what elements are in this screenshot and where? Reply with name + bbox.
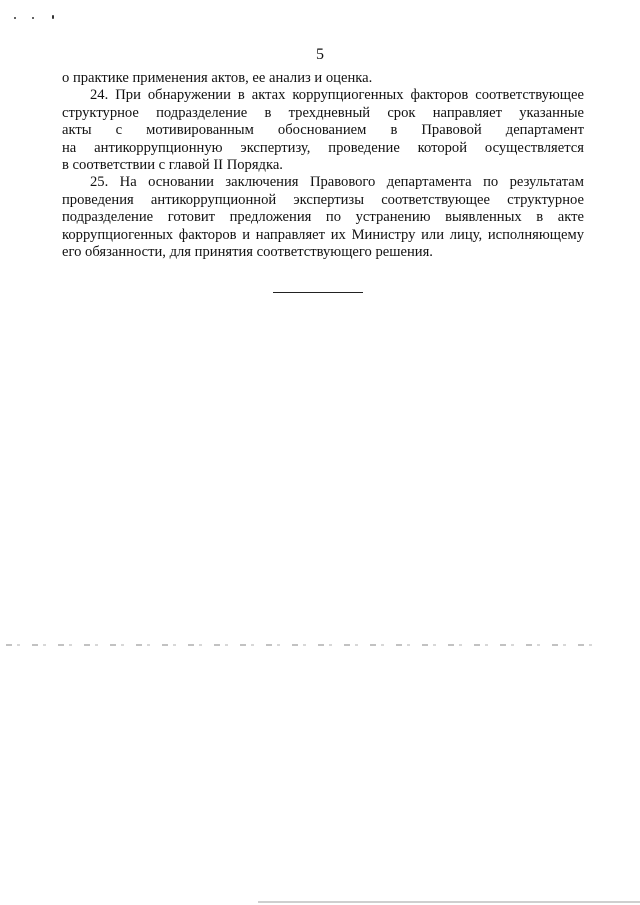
text-line: акты с мотивированным обоснованием в Правовой департамент [62, 122, 584, 139]
scan-artifact-line [6, 644, 602, 646]
text-line: подразделение готовит предложения по устранению выявленных в акте [62, 209, 584, 226]
text-line: на антикоррупционную экспертизу, проведение которой осуществляется [62, 139, 584, 156]
text-line: коррупциогенных факторов и направляет их Министру или лицу, исполняющему [62, 226, 584, 243]
document-body [62, 70, 584, 261]
scan-bottom-edge [258, 901, 640, 903]
text-line: о практике применения актов, ее анализ и оценка. [62, 70, 373, 86]
text-line: его обязанности, для принятия соответствующего решения. [62, 244, 433, 261]
text-line: проведения антикоррупционной экспертизы соответствующее структурное [62, 191, 584, 208]
text-line: 25. На основании заключения Правового департамента по результатам [90, 174, 584, 191]
paragraph-24 [62, 87, 584, 174]
text-line: 24. При обнаружении в актах коррупциогенных факторов соответствующее [90, 87, 584, 104]
page-number: 5 [316, 46, 324, 63]
scan-artifact-dot [32, 17, 34, 19]
paragraph-25 [62, 174, 584, 261]
scan-artifact-dot [14, 17, 16, 19]
text-line: структурное подразделение в трехдневный срок направляет указанные [62, 104, 584, 121]
text-line: в соответствии с главой II Порядка. [62, 157, 283, 174]
scan-artifact-dot [52, 15, 54, 19]
end-of-text-rule [273, 292, 363, 293]
paragraph-intro [62, 70, 584, 87]
